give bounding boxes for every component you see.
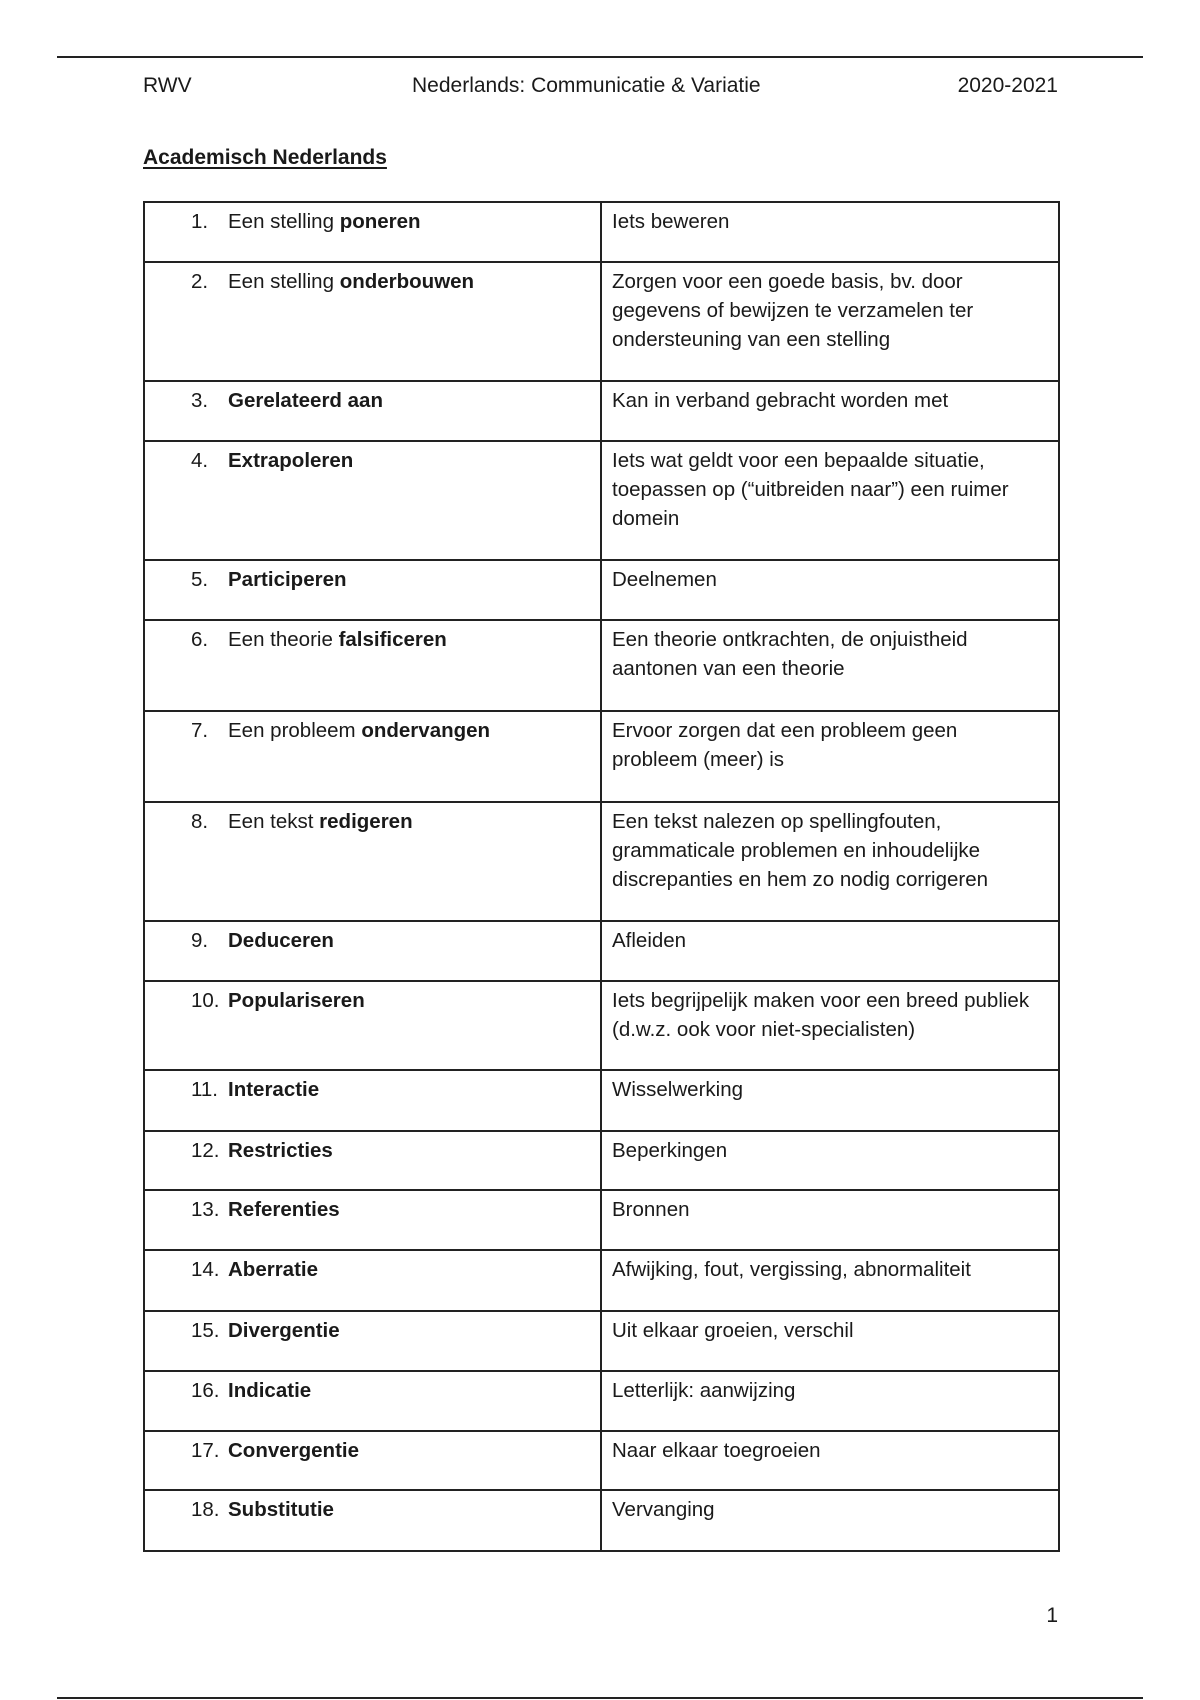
footer-rule <box>57 1697 1143 1699</box>
term-keyword: Restricties <box>228 1139 333 1162</box>
term-cell <box>144 711 601 802</box>
term-cell <box>144 1490 601 1551</box>
term-keyword: poneren <box>339 210 421 233</box>
definition-cell: Vervanging <box>601 1490 1059 1551</box>
term-cell <box>144 1431 601 1490</box>
term-keyword: Convergentie <box>228 1439 359 1462</box>
table-row <box>144 921 1059 981</box>
term-number: 7. <box>191 719 209 742</box>
term-cell <box>144 1131 601 1190</box>
table-row <box>144 1250 1059 1311</box>
term-keyword: ondervangen <box>361 719 491 742</box>
page-number: 1 <box>1046 1604 1058 1627</box>
term-keyword: Extrapoleren <box>228 449 354 472</box>
table-row <box>144 1490 1059 1551</box>
definition-cell: Bronnen <box>601 1190 1059 1250</box>
term-cell <box>144 560 601 620</box>
term-number: 10. <box>191 989 220 1012</box>
definition-cell: Iets beweren <box>601 202 1059 262</box>
term-keyword: onderbouwen <box>339 270 475 293</box>
term-cell <box>144 620 601 711</box>
section-title: Academisch Nederlands <box>143 146 387 169</box>
term-number: 17. <box>191 1439 220 1462</box>
table-row <box>144 560 1059 620</box>
term-cell <box>144 1250 601 1311</box>
term-keyword: Indicatie <box>228 1379 312 1402</box>
term-cell <box>144 1070 601 1131</box>
table-row <box>144 620 1059 711</box>
definition-cell: Uit elkaar groeien, verschil <box>601 1311 1059 1371</box>
term-cell <box>144 802 601 921</box>
term-keyword: Participeren <box>228 568 347 591</box>
term-number: 13. <box>191 1198 220 1221</box>
term-number: 8. <box>191 810 209 833</box>
term-keyword: Gerelateerd aan <box>228 389 383 412</box>
term-cell <box>144 381 601 441</box>
term-number: 1. <box>191 210 209 233</box>
definition-cell: Iets wat geldt voor een bepaalde situatie, toepassen op (“uitbreiden naar”) een ruimer domein <box>601 441 1059 560</box>
table-row <box>144 1371 1059 1431</box>
term-number: 4. <box>191 449 209 472</box>
term-number: 6. <box>191 628 209 651</box>
term-cell <box>144 981 601 1070</box>
definition-cell: Een theorie ontkrachten, de onjuistheid aantonen van een theorie <box>601 620 1059 711</box>
table-row <box>144 1431 1059 1490</box>
term-number: 15. <box>191 1319 220 1342</box>
term-keyword: falsificeren <box>338 628 447 651</box>
term-number: 14. <box>191 1258 220 1281</box>
definition-cell: Kan in verband gebracht worden met <box>601 381 1059 441</box>
table-row <box>144 1131 1059 1190</box>
vocabulary-table-container <box>143 201 1058 1552</box>
definition-cell: Letterlijk: aanwijzing <box>601 1371 1059 1431</box>
table-row <box>144 381 1059 441</box>
header-center-text: Nederlands: Communicatie & Variatie <box>412 74 761 97</box>
table-row <box>144 202 1059 262</box>
term-number: 2. <box>191 270 209 293</box>
definition-cell: Deelnemen <box>601 560 1059 620</box>
term-number: 16. <box>191 1379 220 1402</box>
term-number: 12. <box>191 1139 220 1162</box>
header-left-text: RWV <box>143 74 192 97</box>
definition-cell: Afleiden <box>601 921 1059 981</box>
vocabulary-table <box>143 201 1060 1552</box>
term-prefix: Een probleem <box>228 719 362 742</box>
table-row <box>144 981 1059 1070</box>
table-row <box>144 1311 1059 1371</box>
term-keyword: Deduceren <box>228 929 334 952</box>
term-number: 18. <box>191 1498 220 1521</box>
vocabulary-table-body <box>144 202 1059 1551</box>
term-keyword: Interactie <box>228 1078 320 1101</box>
term-keyword: Substitutie <box>228 1498 334 1521</box>
definition-cell: Wisselwerking <box>601 1070 1059 1131</box>
term-keyword: Referenties <box>228 1198 340 1221</box>
term-prefix: Een theorie <box>228 628 339 651</box>
table-row <box>144 441 1059 560</box>
term-cell <box>144 1311 601 1371</box>
term-prefix: Een stelling <box>228 210 340 233</box>
definition-cell: Een tekst nalezen op spellingfouten, grammaticale problemen en inhoudelijke discrepanties en hem zo nodig corrigeren <box>601 802 1059 921</box>
definition-cell: Naar elkaar toegroeien <box>601 1431 1059 1490</box>
definition-cell: Beperkingen <box>601 1131 1059 1190</box>
table-row <box>144 802 1059 921</box>
term-prefix: Een tekst <box>228 810 320 833</box>
table-row <box>144 1190 1059 1250</box>
term-cell <box>144 441 601 560</box>
definition-cell: Zorgen voor een goede basis, bv. door gegevens of bewijzen te verzamelen ter ondersteuning van een stelling <box>601 262 1059 381</box>
term-keyword: Aberratie <box>228 1258 319 1281</box>
term-number: 9. <box>191 929 209 952</box>
definition-cell: Afwijking, fout, vergissing, abnormaliteit <box>601 1250 1059 1311</box>
term-number: 5. <box>191 568 209 591</box>
term-cell <box>144 1371 601 1431</box>
term-cell <box>144 1190 601 1250</box>
term-cell <box>144 921 601 981</box>
term-keyword: redigeren <box>319 810 413 833</box>
definition-cell: Iets begrijpelijk maken voor een breed publiek (d.w.z. ook voor niet-specialisten) <box>601 981 1059 1070</box>
term-keyword: Divergentie <box>228 1319 340 1342</box>
term-cell <box>144 262 601 381</box>
term-cell <box>144 202 601 262</box>
term-number: 3. <box>191 389 209 412</box>
table-row <box>144 1070 1059 1131</box>
table-row <box>144 711 1059 802</box>
definition-cell: Ervoor zorgen dat een probleem geen probleem (meer) is <box>601 711 1059 802</box>
header-rule <box>57 56 1143 58</box>
header-right-text: 2020-2021 <box>957 74 1058 97</box>
term-prefix: Een stelling <box>228 270 340 293</box>
term-keyword: Populariseren <box>228 989 365 1012</box>
table-row <box>144 262 1059 381</box>
term-number: 11. <box>191 1078 218 1101</box>
